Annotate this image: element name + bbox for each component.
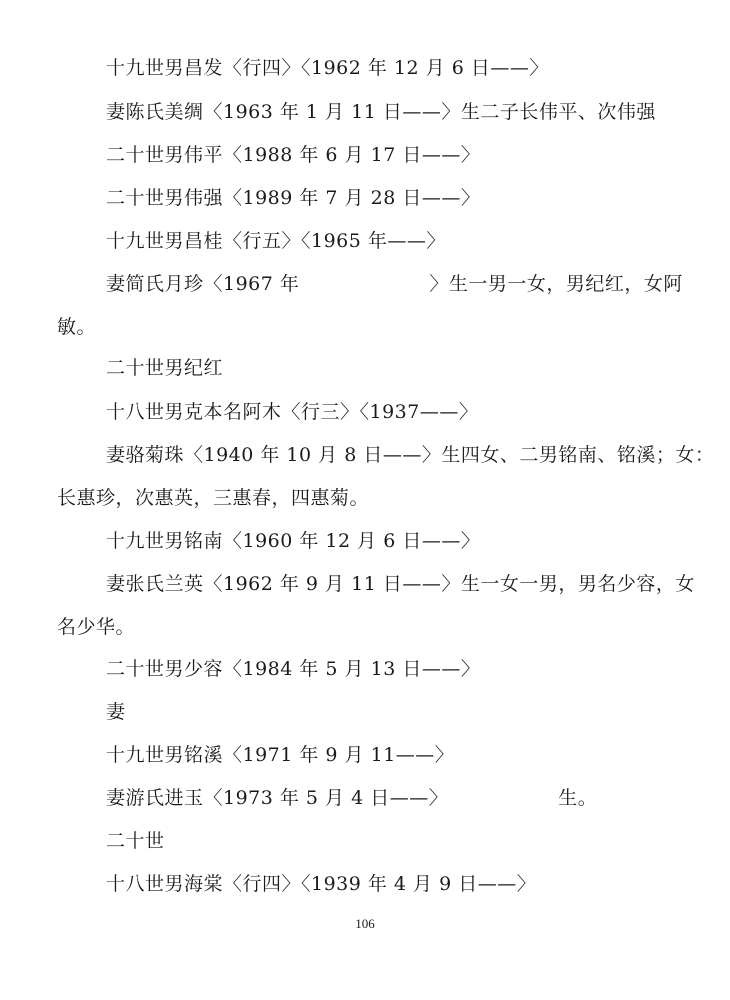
entry-line — [106, 786, 597, 810]
entry-line: 二十世男伟强〈1989 年 7 月 28 日——〉 — [106, 187, 481, 209]
entry-line: 十九世男昌桂〈行五〉〈1965 年——〉 — [106, 230, 446, 252]
entry-line: 妻骆菊珠〈1940 年 10 月 8 日——〉生四女、二男铭南、铭溪；女： — [106, 444, 715, 466]
entry-line: 十八世男克本名阿木〈行三〉〈1937——〉 — [106, 401, 479, 423]
entry-line: 妻 — [106, 701, 126, 723]
entry-line: 妻张氏兰英〈1962 年 9 月 11 日——〉生一女一男，男名少容，女 — [106, 573, 695, 595]
entry-line — [106, 272, 683, 296]
entry-line: 妻陈氏美绸〈1963 年 1 月 11 日——〉生二子长伟平、次伟强 — [106, 101, 656, 123]
entry-line: 二十世男少容〈1984 年 5 月 13 日——〉 — [106, 658, 481, 680]
entry-text: 妻游氏进玉〈1973 年 5 月 4 日——〉 — [106, 787, 449, 809]
entry-line: 二十世 — [106, 830, 165, 852]
entry-text: 妻简氏月珍〈1967 年 — [106, 273, 300, 295]
entry-text: 〉生一男一女，男纪红，女阿 — [429, 273, 683, 295]
entry-line: 名少华。 — [57, 616, 136, 638]
entry-line: 十八世男海棠〈行四〉〈1939 年 4 月 9 日——〉 — [106, 873, 537, 895]
entry-line: 长惠珍，次惠英，三惠春，四惠菊。 — [57, 487, 370, 509]
page-number: 106 — [355, 916, 375, 931]
entry-line: 二十世男伟平〈1988 年 6 月 17 日——〉 — [106, 144, 481, 166]
entry-line: 十九世男昌发〈行四〉〈1962 年 12 月 6 日——〉 — [106, 57, 549, 79]
entry-line: 二十世男纪红 — [106, 357, 224, 379]
entry-line: 十九世男铭南〈1960 年 12 月 6 日——〉 — [106, 530, 481, 552]
entry-line: 敏。 — [57, 316, 97, 338]
entry-line: 十九世男铭溪〈1971 年 9 月 11——〉 — [106, 744, 455, 766]
entry-text: 生。 — [558, 787, 598, 809]
